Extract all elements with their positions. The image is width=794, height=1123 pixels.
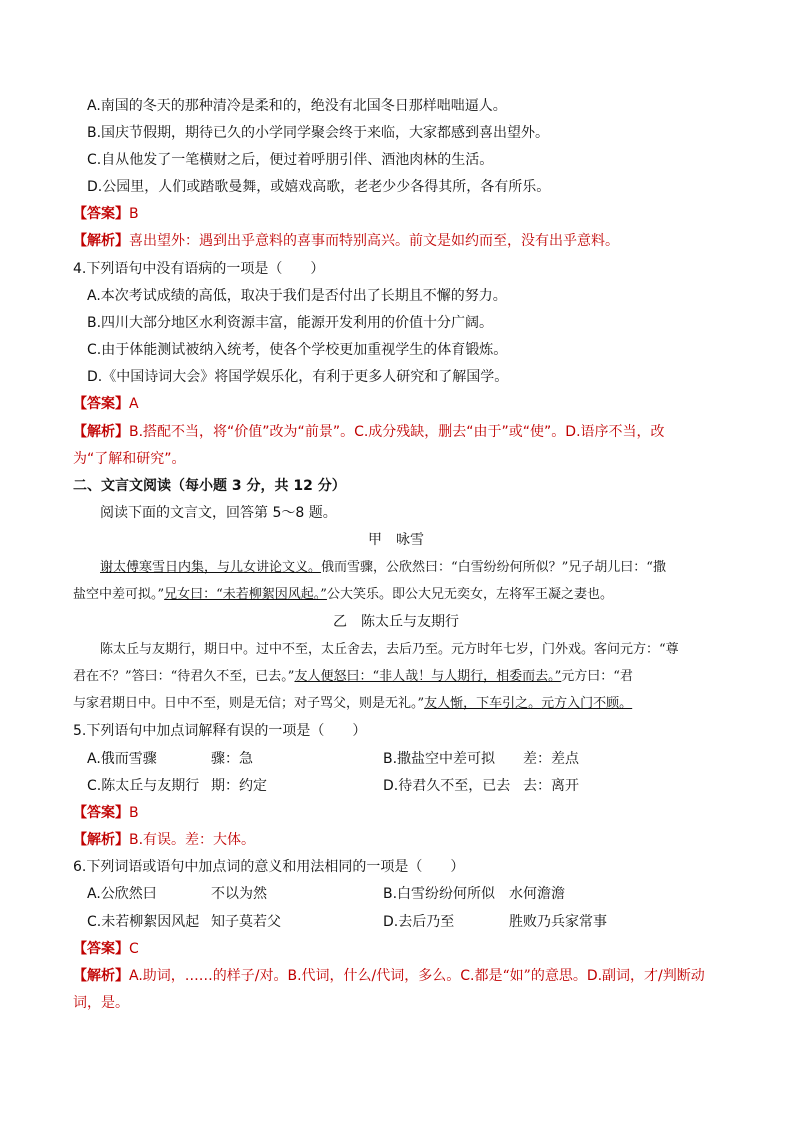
q5-option-d: D.待君久不至，已去	[383, 778, 511, 794]
q4-answer-line	[73, 394, 139, 414]
q6-analysis-line-1	[73, 966, 705, 986]
answer-label: 【答案】	[73, 805, 129, 821]
analysis-label: 【解析】	[73, 233, 129, 249]
text-yi-line-1: 陈太丘与友期行，期日中。过中不至，太丘舍去，去后乃至。元方时年七岁，门外戏。客问元方：“尊	[100, 642, 679, 657]
q6-answer-line	[73, 939, 139, 959]
q6-option-b-2: 水何澹澹	[509, 886, 565, 902]
q3-option-d: D.公园里，人们或踏歌曼舞，或嬉戏高歌，老老少少各得其所，各有所乐。	[87, 179, 551, 195]
q5-option-b: B.撒盐空中差可拟	[383, 751, 496, 767]
q6-stem: 6.下列词语或语句中加点词的意义和用法相同的一项是（ ）	[73, 859, 465, 875]
q5-option-b-gloss: 差：差点	[523, 751, 579, 767]
q3-answer: B	[129, 206, 139, 222]
text-yi-title: 乙 陈太丘与友期行	[333, 614, 459, 630]
q5-option-a: A.俄而雪骤	[87, 751, 157, 767]
analysis-label: 【解析】	[73, 968, 129, 984]
q3-option-b: B.国庆节假期，期待已久的小学同学聚会终于来临，大家都感到喜出望外。	[87, 125, 550, 141]
q4-option-c: C.由于体能测试被纳入统考，使各个学校更加重视学生的体育锻炼。	[87, 342, 508, 358]
text-yi-line3-underlined-1: 友人惭，下车引之。	[424, 696, 542, 711]
q3-option-c: C.自从他发了一笔横财之后，便过着呼朋引伴、酒池肉林的生活。	[87, 152, 494, 168]
text-yi-line3-underlined-2: 元方入门不顾。	[541, 696, 633, 711]
text-yi-line2-a: 君在不？”答曰：“待君久不至，已去。”	[73, 669, 295, 684]
q6-analysis-1b: “如”	[502, 968, 531, 984]
text-yi-line2-c: 元方曰：“君	[561, 669, 633, 684]
q4-option-d: D.《中国诗词大会》将国学娱乐化，有利于更多人研究和了解国学。	[87, 369, 509, 385]
q6-analysis-1a: A.助词，……的样子/对。B.代词，什么/代词，多么。C.都是	[129, 968, 503, 984]
answer-label: 【答案】	[73, 396, 129, 412]
q6-analysis-line-2: 词，是。	[73, 995, 129, 1011]
text-jia-line2-underlined: 兄女曰：“未若柳絮因风起。”	[164, 587, 327, 602]
text-jia-line-1	[100, 558, 666, 578]
q6-analysis-1c: 的意思。D.副词，才/判断动	[530, 968, 705, 984]
q6-option-c-2: 知子莫若父	[211, 914, 281, 930]
q4-analysis-line-1	[73, 422, 665, 442]
text-jia-line2-a: 盐空中差可拟。”	[73, 587, 165, 602]
answer-label: 【答案】	[73, 206, 129, 222]
q5-stem: 5.下列语句中加点词解释有误的一项是（ ）	[73, 723, 367, 739]
q4-analysis-1: B.搭配不当，将“价值”改为“前景”。C.成分残缺，删去“由于”或“使”。D.语序不当，改	[129, 424, 665, 440]
text-jia-line1-underlined: 谢太傅寒雪日内集，与儿女讲论文义。	[100, 560, 322, 575]
q6-option-c: C.未若柳絮因风起	[87, 914, 200, 930]
q3-analysis: 喜出望外：遇到出乎意料的喜事而特别高兴。前文是如约而至，没有出乎意料。	[129, 233, 619, 249]
analysis-label: 【解析】	[73, 424, 129, 440]
q5-analysis: B.有误。差：大体。	[129, 832, 256, 848]
q5-option-c: C.陈太丘与友期行	[87, 778, 200, 794]
text-jia-line1-rest: 俄而雪骤，公欣然曰：“白雪纷纷何所似？”兄子胡儿曰：“撒	[321, 560, 666, 575]
q4-stem: 4.下列语句中没有语病的一项是（ ）	[73, 261, 325, 277]
q3-answer-line	[73, 204, 139, 224]
section-2-intro: 阅读下面的文言文，回答第 5～8 题。	[100, 505, 337, 521]
text-jia-line-2	[73, 585, 613, 605]
analysis-label: 【解析】	[73, 832, 129, 848]
text-yi-line-3	[73, 694, 632, 714]
text-yi-line2-underlined: 友人便怒曰：“非人哉！与人期行，相委而去。”	[294, 669, 562, 684]
q3-analysis-line	[73, 231, 619, 251]
q5-option-d-gloss: 去：离开	[523, 778, 579, 794]
q5-answer-line	[73, 803, 139, 823]
q4-option-a: A.本次考试成绩的高低，取决于我们是否付出了长期且不懈的努力。	[87, 288, 507, 304]
q4-answer: A	[129, 396, 139, 412]
q6-option-d-2: 胜败乃兵家常事	[509, 914, 607, 930]
text-jia-line2-c: 公大笑乐。即公大兄无奕女，左将军王凝之妻也。	[326, 587, 613, 602]
text-yi-line-2	[73, 667, 633, 687]
q5-option-c-gloss: 期：约定	[211, 778, 267, 794]
q5-option-a-gloss: 骤：急	[211, 751, 253, 767]
q3-option-a: A.南国的冬天的那种清冷是柔和的，绝没有北国冬日那样咄咄逼人。	[87, 98, 507, 114]
answer-label: 【答案】	[73, 941, 129, 957]
q5-answer: B	[129, 805, 139, 821]
q6-option-a: A.公欣然曰	[87, 886, 157, 902]
q6-option-d: D.去后乃至	[383, 914, 455, 930]
q4-analysis-line-2: 为“了解和研究”。	[73, 451, 186, 467]
q4-option-b: B.四川大部分地区水利资源丰富，能源开发利用的价值十分广阔。	[87, 315, 494, 331]
q6-option-b: B.白雪纷纷何所似	[383, 886, 496, 902]
text-jia-title: 甲 咏雪	[368, 532, 424, 548]
q6-option-a-2: 不以为然	[211, 886, 267, 902]
q6-answer: C	[129, 941, 139, 957]
section-2-title: 二、文言文阅读（每小题 3 分，共 12 分）	[73, 478, 346, 494]
q5-analysis-line	[73, 830, 255, 850]
text-yi-line3-a: 与家君期日中。日中不至，则是无信；对子骂父，则是无礼。”	[73, 696, 425, 711]
